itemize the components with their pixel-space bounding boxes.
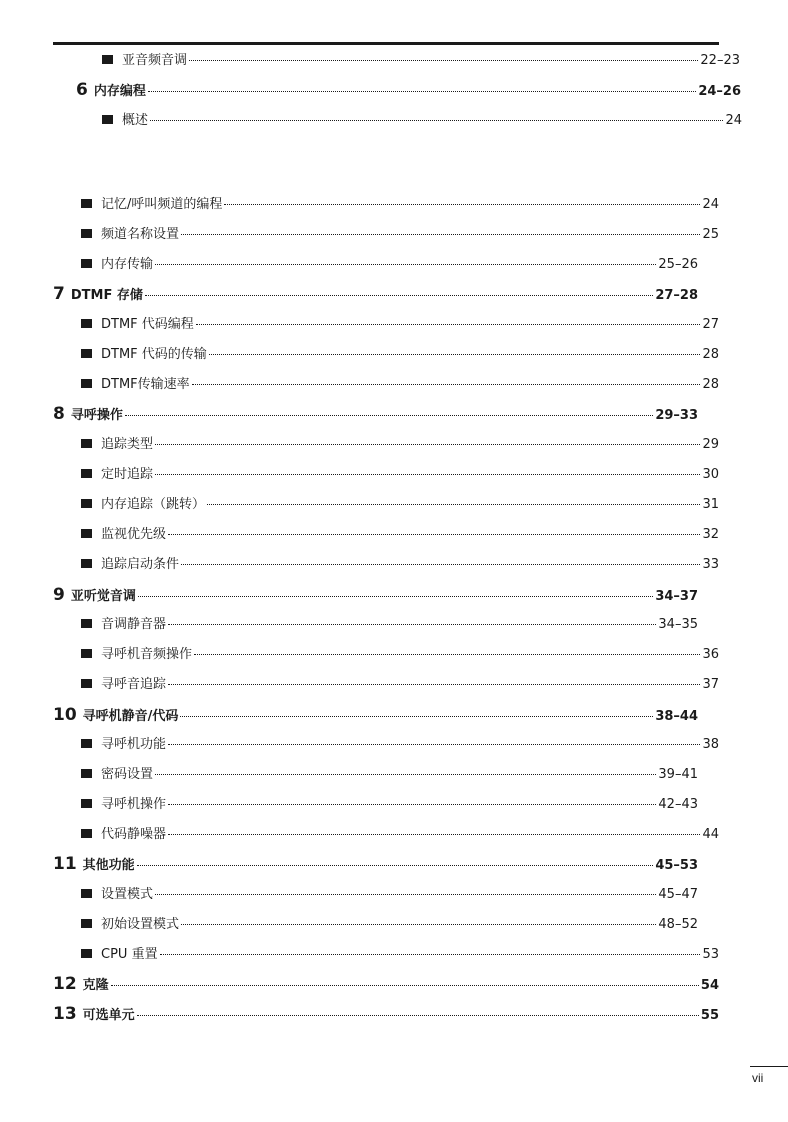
toc-chapter xyxy=(53,286,698,304)
toc-entry-label: 设置模式 xyxy=(101,887,154,902)
toc-chapter-label: 内存编程 xyxy=(93,84,146,99)
toc-entry-pages: 34–35 xyxy=(658,617,698,632)
dot-leader xyxy=(168,744,700,745)
toc-chapter xyxy=(53,976,719,994)
toc-entry-label: 追踪启动条件 xyxy=(101,557,180,572)
chapter-number: 9 xyxy=(53,585,65,605)
toc-chapter-pages: 34–37 xyxy=(655,589,698,604)
toc-entry xyxy=(81,557,719,573)
chapter-number: 6 xyxy=(76,80,88,100)
toc-entry xyxy=(81,737,719,753)
toc-entry-pages: 25 xyxy=(702,227,719,242)
toc-entry-pages: 32 xyxy=(702,527,719,542)
dot-leader xyxy=(168,534,700,535)
toc-entry xyxy=(81,527,719,543)
dot-leader xyxy=(180,716,653,717)
toc-entry-pages: 25–26 xyxy=(658,257,698,272)
toc-chapter-label: 可选单元 xyxy=(82,1008,135,1023)
dot-leader xyxy=(168,624,656,625)
toc-entry-label: DTMF传输速率 xyxy=(101,377,190,392)
toc-entry xyxy=(81,197,719,213)
toc-entry-pages: 28 xyxy=(702,377,719,392)
toc-entry-pages: 28 xyxy=(702,347,719,362)
toc-entry-label: 内存传输 xyxy=(101,257,154,272)
dot-leader xyxy=(194,654,700,655)
toc-chapter-label: 寻呼操作 xyxy=(70,408,123,423)
toc-chapter xyxy=(53,856,698,874)
dot-leader xyxy=(155,444,700,445)
toc-chapter-label: 亚听觉音调 xyxy=(70,589,136,604)
toc-entry-label: 追踪类型 xyxy=(101,437,154,452)
footer-rule xyxy=(750,1066,788,1067)
dot-leader xyxy=(168,804,656,805)
toc-entry-label: 记忆/呼叫频道的编程 xyxy=(101,197,223,212)
dot-leader xyxy=(189,60,698,61)
bullet-icon xyxy=(81,259,92,268)
toc-entry-label: 密码设置 xyxy=(101,767,154,782)
dot-leader xyxy=(150,120,723,121)
toc-entry-label: 寻呼机操作 xyxy=(101,797,167,812)
bullet-icon xyxy=(81,199,92,208)
toc-entry-pages: 29 xyxy=(702,437,719,452)
toc-entry-label: 寻呼机音频操作 xyxy=(101,647,193,662)
toc-entry-label: 频道名称设置 xyxy=(101,227,180,242)
chapter-number: 7 xyxy=(53,284,65,304)
dot-leader xyxy=(111,985,699,986)
bullet-icon xyxy=(81,559,92,568)
dot-leader xyxy=(207,504,700,505)
dot-leader xyxy=(155,264,656,265)
toc-entry xyxy=(81,377,719,393)
bullet-icon xyxy=(81,949,92,958)
toc-entry-pages: 37 xyxy=(702,677,719,692)
toc-entry-label: 代码静噪器 xyxy=(101,827,167,842)
bullet-icon xyxy=(81,499,92,508)
bullet-icon xyxy=(81,649,92,658)
toc-entry xyxy=(81,887,698,903)
toc-entry-pages: 22–23 xyxy=(700,53,740,68)
chapter-number: 11 xyxy=(53,854,77,874)
toc-entry xyxy=(81,767,698,783)
toc-entry-label: 初始设置模式 xyxy=(101,917,180,932)
toc-chapter xyxy=(53,707,698,725)
toc-entry xyxy=(81,317,719,333)
dot-leader xyxy=(160,954,701,955)
toc-chapter-label: 寻呼机静音/代码 xyxy=(82,709,179,724)
toc-entry-pages: 39–41 xyxy=(658,767,698,782)
toc-entry xyxy=(81,917,698,933)
toc-entry xyxy=(81,227,719,243)
toc-entry-pages: 48–52 xyxy=(658,917,698,932)
toc-entry xyxy=(81,797,698,813)
toc-entry-pages: 31 xyxy=(702,497,719,512)
bullet-icon xyxy=(81,379,92,388)
toc-entry-label: 定时追踪 xyxy=(101,467,154,482)
bullet-icon xyxy=(81,829,92,838)
toc-entry-pages: 30 xyxy=(702,467,719,482)
dot-leader xyxy=(155,474,700,475)
toc-entry-pages: 24 xyxy=(725,113,742,128)
dot-leader xyxy=(125,415,653,416)
toc-entry-pages: 24 xyxy=(702,197,719,212)
toc-entry-pages: 36 xyxy=(702,647,719,662)
toc-chapter-pages: 27–28 xyxy=(655,288,698,303)
toc-entry xyxy=(81,347,719,363)
dot-leader xyxy=(181,234,700,235)
bullet-icon xyxy=(81,889,92,898)
toc-entry xyxy=(102,113,742,129)
bullet-icon xyxy=(81,619,92,628)
toc-chapter xyxy=(76,82,741,100)
dot-leader xyxy=(196,324,701,325)
bullet-icon xyxy=(81,349,92,358)
dot-leader xyxy=(155,774,656,775)
toc-entry-pages: 53 xyxy=(702,947,719,962)
chapter-number: 8 xyxy=(53,404,65,424)
toc-entry-label: CPU 重置 xyxy=(101,947,158,962)
toc-chapter-pages: 55 xyxy=(700,1008,719,1023)
bullet-icon xyxy=(81,679,92,688)
toc-entry xyxy=(81,677,719,693)
toc-chapter-pages: 54 xyxy=(700,978,719,993)
bullet-icon xyxy=(81,439,92,448)
toc-entry xyxy=(81,437,719,453)
page-number: vii xyxy=(752,1071,764,1085)
toc-entry xyxy=(81,257,698,273)
bullet-icon xyxy=(81,229,92,238)
dot-leader xyxy=(181,924,656,925)
toc-entry xyxy=(81,647,719,663)
toc-entry xyxy=(81,497,719,513)
toc-chapter-pages: 29–33 xyxy=(655,408,698,423)
dot-leader xyxy=(192,384,701,385)
dot-leader xyxy=(168,684,700,685)
toc-chapter-pages: 38–44 xyxy=(655,709,698,724)
dot-leader xyxy=(138,596,653,597)
toc-entry-label: 概述 xyxy=(122,113,149,128)
dot-leader xyxy=(155,894,656,895)
chapter-number: 10 xyxy=(53,705,77,725)
toc-chapter-pages: 24–26 xyxy=(698,84,741,99)
toc-chapter xyxy=(53,587,698,605)
toc-entry-label: 音调静音器 xyxy=(101,617,167,632)
dot-leader xyxy=(209,354,701,355)
toc-entry xyxy=(102,53,740,69)
toc-chapter-label: 克隆 xyxy=(82,978,109,993)
toc-entry-label: DTMF 代码编程 xyxy=(101,317,194,332)
chapter-number: 13 xyxy=(53,1004,77,1024)
toc-chapter-label: DTMF 存储 xyxy=(70,288,143,303)
toc-chapter-pages: 45–53 xyxy=(655,858,698,873)
dot-leader xyxy=(224,204,700,205)
bullet-icon xyxy=(81,529,92,538)
bullet-icon xyxy=(81,769,92,778)
bullet-icon xyxy=(81,319,92,328)
toc-entry-pages: 44 xyxy=(702,827,719,842)
dot-leader xyxy=(148,91,696,92)
toc-entry-label: 寻呼音追踪 xyxy=(101,677,167,692)
toc-entry xyxy=(81,947,719,963)
bullet-icon xyxy=(81,469,92,478)
toc-entry-label: 寻呼机功能 xyxy=(101,737,167,752)
toc-entry xyxy=(81,467,719,483)
bullet-icon xyxy=(102,55,113,64)
toc-entry-pages: 38 xyxy=(702,737,719,752)
dot-leader xyxy=(145,295,653,296)
toc-entry-pages: 27 xyxy=(702,317,719,332)
toc-entry-label: 内存追踪（跳转） xyxy=(101,497,206,512)
toc-entry-pages: 45–47 xyxy=(658,887,698,902)
bullet-icon xyxy=(81,799,92,808)
chapter-number: 12 xyxy=(53,974,77,994)
toc-entry-pages: 42–43 xyxy=(658,797,698,812)
bullet-icon xyxy=(81,739,92,748)
toc-chapter-label: 其他功能 xyxy=(82,858,135,873)
toc-chapter xyxy=(53,1006,719,1024)
toc-entry xyxy=(81,827,719,843)
toc-entry-label: 监视优先级 xyxy=(101,527,167,542)
toc-chapter xyxy=(53,406,698,424)
dot-leader xyxy=(137,1015,699,1016)
toc-entry-label: 亚音频音调 xyxy=(122,53,188,68)
dot-leader xyxy=(168,834,700,835)
dot-leader xyxy=(137,865,654,866)
toc-entry-label: DTMF 代码的传输 xyxy=(101,347,207,362)
top-rule xyxy=(53,42,719,45)
toc-entry-pages: 33 xyxy=(702,557,719,572)
bullet-icon xyxy=(81,919,92,928)
dot-leader xyxy=(181,564,700,565)
toc-entry xyxy=(81,617,698,633)
bullet-icon xyxy=(102,115,113,124)
